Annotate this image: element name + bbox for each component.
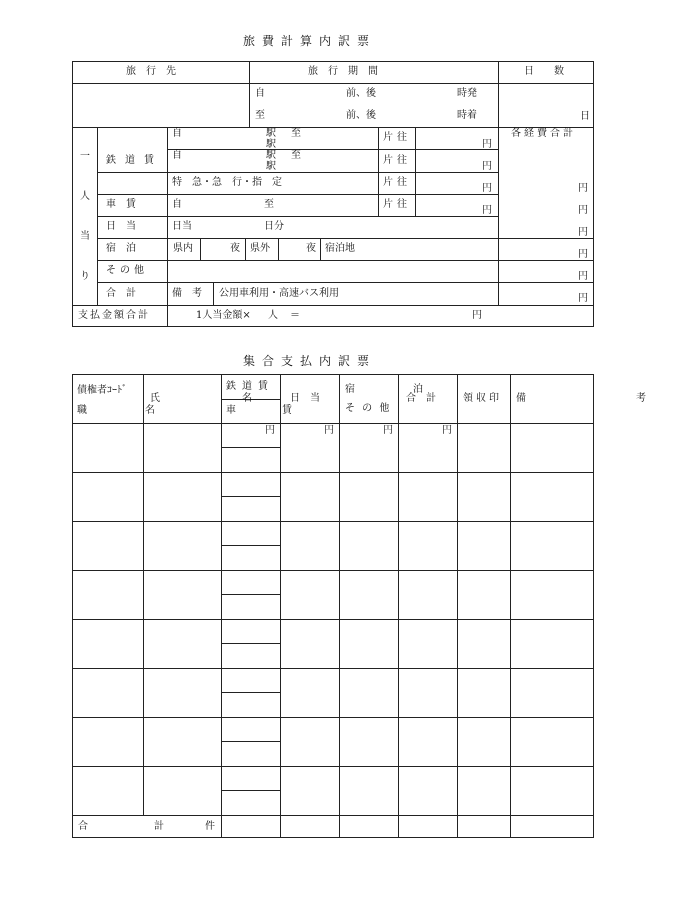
per-person-label-4: り <box>80 271 90 282</box>
form2-title: 集合支払内訳票 <box>243 354 377 368</box>
rail-label: 鉄道賃 <box>106 155 163 166</box>
other-label: その他 <box>106 265 148 276</box>
creditor-code-header: 債権者ｺｰﾄﾞ <box>77 385 127 396</box>
remarks-label: 備 考 <box>172 288 202 299</box>
rail1-to: 至 <box>291 128 301 139</box>
rail-express: 特 急・急 行・指 定 <box>172 177 282 188</box>
car-type: 片往 <box>383 199 411 210</box>
period-start-label: 自 <box>255 88 265 99</box>
rail2-unit: 円 <box>482 161 492 172</box>
rail-express-unit: 円 <box>482 183 492 194</box>
daily-header: 日 当 <box>290 393 320 404</box>
lodging-night2: 夜 <box>306 243 316 254</box>
expense-total-sum: 円 <box>578 293 588 304</box>
daily-suffix: 日分 <box>264 221 284 232</box>
total-label: 合 計 <box>106 288 136 299</box>
period-end-label: 至 <box>255 110 265 121</box>
destination-header: 旅 行 先 <box>126 66 176 77</box>
daily-label: 日 当 <box>106 221 136 232</box>
car-label: 車 賃 <box>106 199 136 210</box>
row1-other-unit: 円 <box>383 425 393 436</box>
rail1-station-bottom: 駅 <box>266 139 276 150</box>
car-from: 自 <box>172 199 182 210</box>
rail1-from: 自 <box>172 128 182 139</box>
payment-equals: ＝ <box>290 310 300 321</box>
period-start-time: 時発 <box>457 88 477 99</box>
total-header: 合 計 <box>406 393 436 404</box>
rail2-to: 至 <box>291 150 301 161</box>
lodging-in-pref: 県内 <box>173 243 193 254</box>
payment-label: 支払金額合計 <box>78 310 150 321</box>
expense-total-daily: 円 <box>578 227 588 238</box>
period-end-time: 時着 <box>457 110 477 121</box>
per-person-label-2: 人 <box>80 191 90 202</box>
period-header: 旅 行 期 間 <box>308 66 378 77</box>
days-header: 日 数 <box>524 66 564 77</box>
lodging-label: 宿 泊 <box>106 243 136 254</box>
expense-total-lodging: 円 <box>578 249 588 260</box>
expense-total-rail: 円 <box>578 183 588 194</box>
rail1-unit: 円 <box>482 139 492 150</box>
row1-daily-unit: 円 <box>324 425 334 436</box>
lodging-header: 宿 泊 <box>345 384 447 395</box>
rail1-type: 片往 <box>383 132 411 143</box>
form1-title: 旅費計算内訳票 <box>243 34 377 48</box>
rail-header: 鉄道賃 <box>226 381 274 392</box>
rail2-from: 自 <box>172 150 182 161</box>
expense-total-car: 円 <box>578 205 588 216</box>
rail-express-type: 片往 <box>383 177 411 188</box>
rail2-type: 片往 <box>383 155 411 166</box>
daily-text: 日当 <box>172 221 192 232</box>
lodging-out-pref: 県外 <box>250 243 270 254</box>
payment-unit: 円 <box>472 310 482 321</box>
rail1-station-top: 駅 <box>266 128 276 139</box>
per-person-label-1: 一 <box>80 151 90 162</box>
car-unit: 円 <box>482 205 492 216</box>
row1-total-unit: 円 <box>442 425 452 436</box>
remarks-header: 備 考 <box>516 393 696 404</box>
seal-header: 領収印 <box>463 393 502 404</box>
row1-rail-unit: 円 <box>265 425 275 436</box>
footer-count-unit: 件 <box>205 821 215 832</box>
expense-total-label: 各経費合計 <box>511 128 576 139</box>
rail2-station-top: 駅 <box>266 150 276 161</box>
payment-per-person: 1人当金額× <box>196 310 251 321</box>
rail2-station-bottom: 駅 <box>266 161 276 172</box>
payment-persons: 人 <box>268 310 278 321</box>
other-header: そ の 他 <box>345 403 392 414</box>
period-start-ampm: 前、後 <box>346 88 376 99</box>
position-header: 職 名 <box>77 405 179 416</box>
lodging-place: 宿泊地 <box>325 243 355 254</box>
period-end-ampm: 前、後 <box>346 110 376 121</box>
per-person-label-3: 当 <box>80 231 90 242</box>
days-unit: 日 <box>580 111 590 122</box>
lodging-night1: 夜 <box>230 243 240 254</box>
name-header: 氏 名 <box>150 393 288 404</box>
expense-total-other: 円 <box>578 271 588 282</box>
car-to: 至 <box>264 199 274 210</box>
remarks-text: 公用車利用・高速バス利用 <box>219 288 339 299</box>
car-header: 車 賃 <box>226 405 310 416</box>
footer-total-label: 合 計 <box>78 821 192 832</box>
